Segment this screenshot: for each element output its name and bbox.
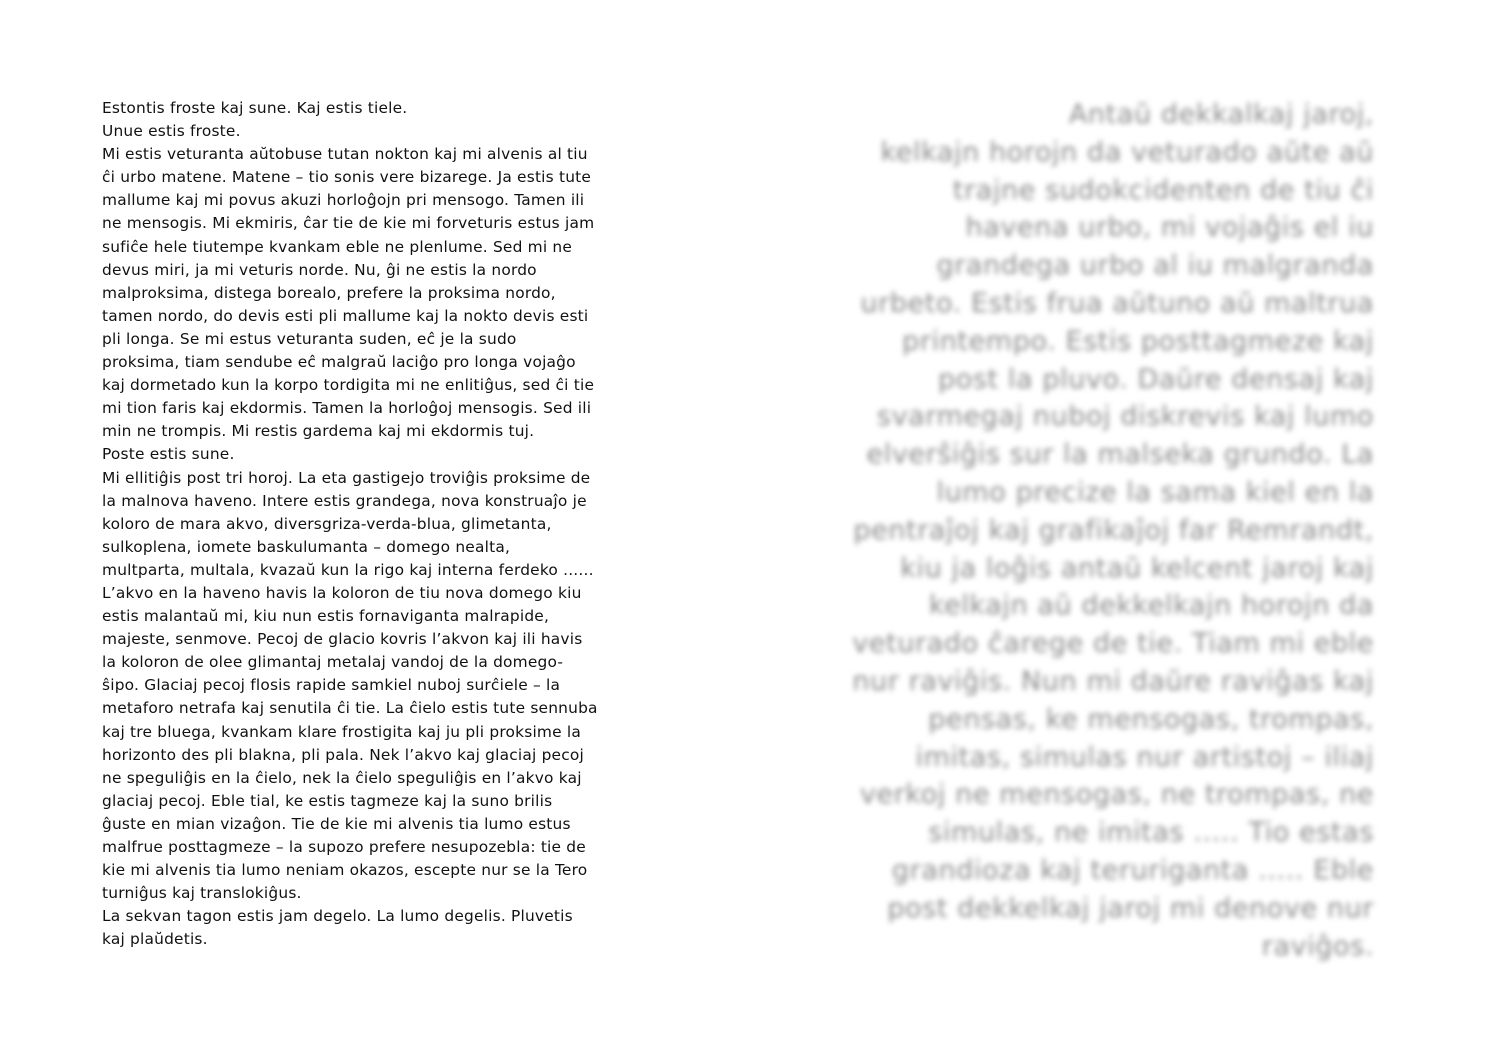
paragraph: Estontis froste kaj sune. Kaj estis tiele. xyxy=(102,99,408,117)
paragraph: Poste estis sune. xyxy=(102,445,235,464)
paragraph: Mi ellitiĝis post tri horoj. La eta gastigejo troviĝis proksime de la malnova haveno. Intere estis grandega, nova konstruaĵo je koloro de mara akvo, diversgriza-verda-blua, glimetanta, sulkoplena, iomete baskulumanta – domego nealta, multparta, multala, kvazaŭ kun la rigo kaj interna ferdeko ...... L’akvo en la haveno havis la koloron de tiu nova domego kiu estis malantaŭ mi, kiu nun estis fornaviganta malrapide, majeste, senmove. Pecoj de glacio kovris l’akvon kaj ili havis la koloron de olee glimantaj metalaj vandoj de la domego- ŝipo. Glaciaj pecoj flosis rapide samkiel nuboj surĉiele – la metaforo netrafa kaj senutila ĉi tie. La ĉielo estis tute sennuba kaj tre bluega, kvankam klare frostigita kaj ju pli proksime la horizonto des pli blakna, pli pala. Nek l’akvo kaj glaciaj pecoj ne speguliĝis en la ĉielo, nek la ĉielo speguliĝis en l’akvo kaj glaciaj pecoj. Eble tial, ke estis tagmeze kaj la suno brilis ĝuste en mian vizaĝon. Tie de kie mi alvenis tia lumo estus malfrue posttagmeze – la supozo prefere nesupozebla: tie de kie mi alvenis tia lumo neniam okazos, escepte nur se la Tero turniĝus kaj translokiĝus. xyxy=(102,468,598,903)
paragraph: Mi estis veturanta aŭtobuse tutan nokton kaj mi alvenis al tiu ĉi urbo matene. Matene – tio sonis vere bizarege. Ja estis tute mallume kaj mi povus akuzi horloĝojn pri mensogo. Tamen ili ne mensogis. Mi ekmiris, ĉar tie de kie mi forveturis estus jam sufiĉe hele tiutempe kvankam eble ne plenlume. Sed mi ne devus miri, ja mi veturis norde. Nu, ĝi ne estis la nordo malproksima, distega borealo, prefere la proksima nordo, tamen nordo, do devis esti pli mallume kaj la nokto devis esti pli longa. Se mi estus veturanta suden, eĉ je la sudo proksima, tiam sendube eĉ malgraŭ laciĝo pro longa vojaĝo kaj dormetado kun la korpo tordigita mi ne enlitiĝus, sed ĉi tie mi tion faris kaj ekdormis. Tamen la horloĝoj mensogis. Sed ili min ne trompis. Mi restis gardema kaj mi ekdormis tuj. xyxy=(102,145,595,441)
paragraph: La sekvan tagon estis jam degelo. La lumo degelis. Pluvetis kaj plaŭdetis. xyxy=(102,907,573,949)
right-page xyxy=(750,0,1500,1061)
left-page-text xyxy=(102,97,662,951)
right-page-blurred-text: Antaŭ dekkalkaj jaroj, kelkajn horojn da veturado aŭte aŭ trajne sudokcidenten de tiu ĉi havena urbo, mi vojaĝis el iu grandega urbo al iu malgranda urbeto. Estis frua aŭtuno aŭ maltrua printempo. Estis posttagmeze kaj post la pluvo. Daŭre densaj kaj svarmegaj nuboj diskrevis kaj lumo elverŝiĝis sur la malseka grundo. La lumo precize la sama kiel en la pentraĵoj kaj grafikaĵoj far Remrandt, kiu ja loĝis antaŭ kelcent jaroj kaj kelkajn aŭ dekkelkajn horojn da veturado ĉarege de tie. Tiam mi eble nur raviĝis. Nun mi daŭre raviĝas kaj pensas, ke mensogas, trompas, imitas, simulas nur artistoj – iliaj verkoj ne mensogas, ne trompas, ne simulas, ne imitas ..... Tio estas grandioza kaj teruriganta ..... Eble post dekkelkaj jaroj mi denove nur raviĝos. xyxy=(852,99,1374,962)
paragraph: Unue estis froste. xyxy=(102,122,241,141)
